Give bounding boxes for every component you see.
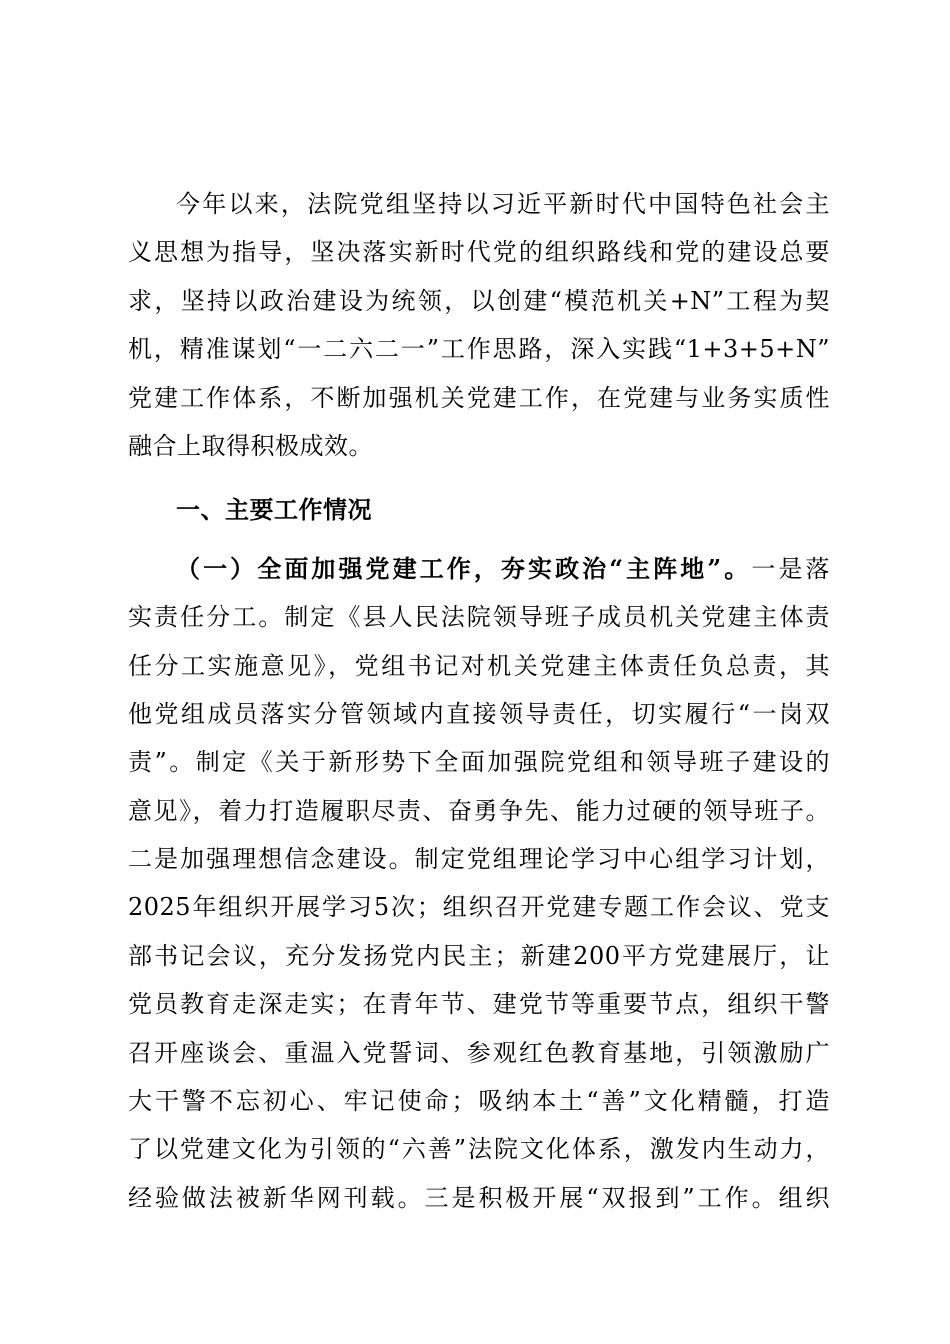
section-heading: 一、主要工作情况 [176, 495, 372, 525]
text-line [128, 545, 830, 593]
text-line: 经验做法被新华网刊载。三是积极开展“双报到”工作。组织 [128, 1183, 830, 1212]
text-line: 实责任分工。制定《县人民法院领导班子成员机关党建主体责 [128, 603, 830, 632]
text-line: 任分工实施意见》，党组书记对机关党建主体责任负总责，其 [128, 651, 830, 680]
document-body [128, 180, 830, 1222]
text-line: 部书记会议，充分发扬党内民主；新建200平方党建展厅，让 [128, 941, 830, 970]
text-line: 义思想为指导，坚决落实新时代党的组织路线和党的建设总要 [128, 238, 830, 267]
subsection-title: （一）全面加强党建工作，夯实政治“主阵地”。 [176, 553, 752, 583]
text-line: 求，坚持以政治建设为统领，以创建“模范机关+N”工程为契 [128, 286, 830, 315]
text-line: 党员教育走深走实；在青年节、建党节等重要节点，组织干警 [128, 990, 830, 1019]
text-line: 责”。制定《关于新形势下全面加强院党组和领导班子建设的 [128, 748, 830, 777]
text-line: 他党组成员落实分管领域内直接领导责任，切实履行“一岗双 [128, 699, 830, 728]
text-line: 2025年组织开展学习5次；组织召开党建专题工作会议、党支 [128, 893, 830, 922]
text-line: 融合上取得积极成效。 [128, 431, 373, 460]
section-paragraph [128, 545, 830, 1222]
text-fragment: 一是落 [751, 554, 831, 583]
text-line: 机，精准谋划“一二六二一”工作思路，深入实践“1+3+5+N” [128, 335, 830, 364]
text-line: 召开座谈会、重温入党誓词、参观红色教育基地，引领激励广 [128, 1038, 830, 1067]
text-line: 今年以来，法院党组坚持以习近平新时代中国特色社会主 [176, 190, 830, 218]
text-line: 二是加强理想信念建设。制定党组理论学习中心组学习计划， [128, 845, 830, 874]
intro-paragraph [128, 180, 830, 470]
text-line: 大干警不忘初心、牢记使命；吸纳本土“善”文化精髓，打造 [128, 1087, 830, 1116]
text-line: 党建工作体系，不断加强机关党建工作，在党建与业务实质性 [128, 383, 830, 412]
text-line: 了以党建文化为引领的“六善”法院文化体系，激发内生动力， [128, 1135, 830, 1164]
text-line: 意见》，着力打造履职尽责、奋勇争先、能力过硬的领导班子。 [128, 796, 830, 825]
